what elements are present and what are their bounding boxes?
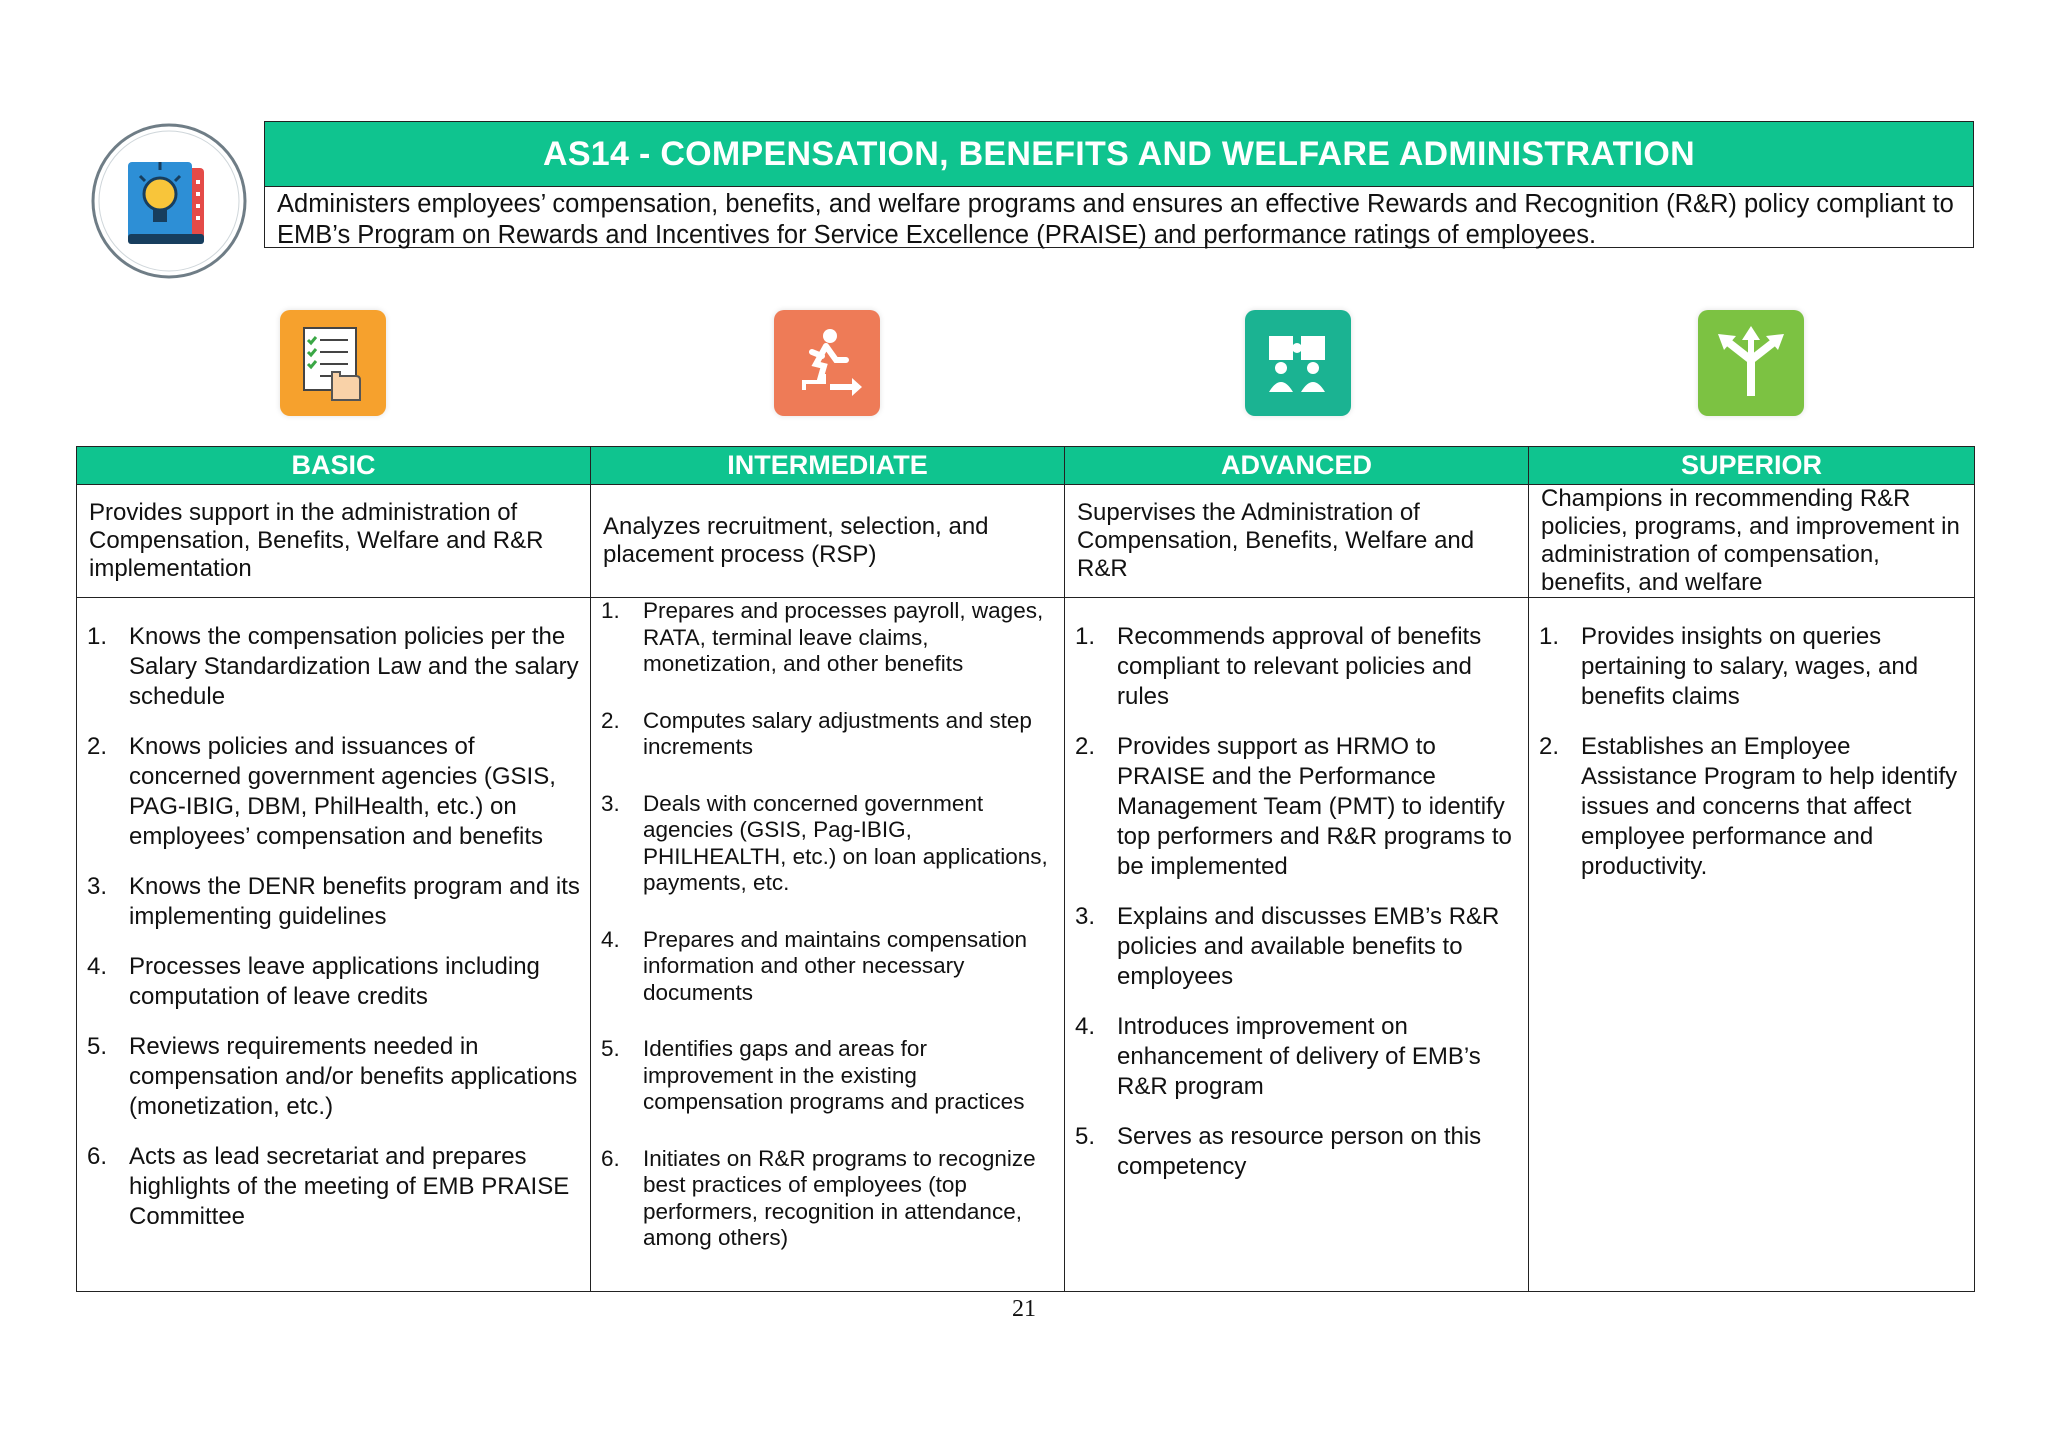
item-number: 4. [601, 926, 620, 952]
level-header-basic: BASIC [77, 447, 591, 485]
list-item [87, 1142, 580, 1232]
item-text: Introduces improvement on enhancement of delivery of EMB’s R&R program [1117, 1013, 1481, 1100]
item-text: Identifies gaps and areas for improvement in the existing compensation programs and practices [643, 1036, 1025, 1114]
item-number: 3. [601, 790, 620, 816]
level-items-cell-superior [1529, 598, 1975, 1292]
item-text: Deals with concerned government agencies (GSIS, Pag-IBIG, PHILHEALTH, etc.) on loan applications, payments, etc. [643, 790, 1048, 895]
item-number: 1. [601, 598, 620, 623]
item-number: 2. [601, 707, 620, 733]
level-summary-cell [1065, 485, 1529, 598]
item-text: Computes salary adjustments and step increments [643, 707, 1032, 759]
item-text: Establishes an Employee Assistance Program to help identify issues and concerns that affect employee performance and productivity. [1581, 733, 1958, 880]
list-item [1539, 622, 1964, 712]
list-item [1075, 1012, 1518, 1102]
item-text: Prepares and maintains compensation information and other necessary documents [643, 926, 1027, 1005]
team-puzzle-icon [1235, 300, 1361, 428]
competency-levels-table [76, 446, 1975, 1292]
list-item [1075, 622, 1518, 712]
list-item [87, 1032, 580, 1122]
item-text: Serves as resource person on this competency [1117, 1123, 1482, 1180]
item-text: Knows the DENR benefits program and its implementing guidelines [129, 873, 580, 930]
list-item [87, 952, 580, 1012]
runner-stairs-icon [764, 300, 890, 428]
item-number: 3. [1075, 903, 1096, 930]
list-item [1075, 902, 1518, 992]
item-text: Knows policies and issuances of concerned government agencies (GSIS, PAG-IBIG, DBM, PhilHealth, etc.) on employees’ compensation and benefits [129, 733, 556, 850]
item-number: 3. [87, 873, 108, 900]
level-header-intermediate: INTERMEDIATE [591, 447, 1065, 485]
level-summary-cell [591, 485, 1065, 598]
item-text: Reviews requirements needed in compensation and/or benefits applications (monetization, etc.) [129, 1033, 578, 1120]
level-header-advanced: ADVANCED [1065, 447, 1529, 485]
level-items-cell-basic [77, 598, 591, 1292]
item-number: 1. [1075, 623, 1096, 650]
split-arrows-icon [1688, 300, 1814, 428]
list-item [87, 732, 580, 852]
level-summary-advanced: Supervises the Administration of Compensation, Benefits, Welfare and R&R [1077, 499, 1475, 582]
list-item [1075, 1122, 1518, 1182]
level-summary-intermediate: Analyzes recruitment, selection, and placement process (RSP) [603, 513, 989, 568]
level-summary-cell [77, 485, 591, 598]
item-number: 5. [1075, 1123, 1096, 1150]
item-number: 4. [87, 953, 108, 980]
item-text: Explains and discusses EMB’s R&R policies and available benefits to employees [1117, 903, 1500, 990]
item-text: Acts as lead secretariat and prepares highlights of the meeting of EMB PRAISE Committee [129, 1143, 570, 1230]
item-number: 1. [87, 623, 108, 650]
list-item [601, 598, 1054, 678]
level-summary-basic: Provides support in the administration of Compensation, Benefits, Welfare and R&R implementation [89, 499, 544, 582]
competency-description: Administers employees’ compensation, benefits, and welfare programs and ensures an effective Rewards and Recognition (R&R) policy compliant to EMB’s Program on Rewards and Incentives for Service Excellence (PRAISE) and performance ratings of employees. [277, 190, 1954, 249]
item-text: Knows the compensation policies per the Salary Standardization Law and the salary schedule [129, 623, 579, 710]
list-item [1539, 732, 1964, 882]
list-item [601, 927, 1054, 1007]
item-text: Prepares and processes payroll, wages, RATA, terminal leave claims, monetization, and other benefits [643, 598, 1044, 676]
item-number: 2. [1075, 733, 1096, 760]
list-item [601, 791, 1054, 897]
list-item [601, 1036, 1054, 1116]
level-items-cell-advanced [1065, 598, 1529, 1292]
lightbulb-book-icon [88, 122, 250, 280]
level-summary-cell [1529, 485, 1975, 598]
item-number: 6. [601, 1145, 620, 1171]
list-item [601, 1146, 1054, 1252]
checklist-hand-icon [270, 300, 396, 428]
item-text: Provides support as HRMO to PRAISE and the Performance Management Team (PMT) to identify top performers and R&R programs to be implemented [1117, 733, 1512, 880]
item-number: 4. [1075, 1013, 1096, 1040]
item-text: Recommends approval of benefits compliant to relevant policies and rules [1117, 623, 1482, 710]
item-text: Initiates on R&R programs to recognize best practices of employees (top performers, recognition in attendance, among others) [643, 1145, 1036, 1250]
level-summary-superior: Champions in recommending R&R policies, programs, and improvement in administration of compensation, benefits, and welfare [1541, 485, 1960, 596]
competency-title: AS14 - COMPENSATION, BENEFITS AND WELFARE ADMINISTRATION [265, 122, 1973, 187]
item-number: 6. [87, 1143, 108, 1170]
item-text: Processes leave applications including computation of leave credits [129, 953, 540, 1010]
item-text: Provides insights on queries pertaining to salary, wages, and benefits claims [1581, 623, 1919, 710]
item-number: 5. [87, 1033, 108, 1060]
page-number: 21 [1012, 1296, 1036, 1322]
item-number: 2. [1539, 733, 1560, 760]
item-number: 2. [87, 733, 108, 760]
list-item [1075, 732, 1518, 882]
level-header-superior: SUPERIOR [1529, 447, 1975, 485]
item-number: 1. [1539, 623, 1560, 650]
item-number: 5. [601, 1036, 620, 1061]
competency-header [264, 121, 1974, 248]
level-items-cell-intermediate [591, 598, 1065, 1292]
list-item [87, 872, 580, 932]
list-item [87, 622, 580, 712]
list-item [601, 708, 1054, 761]
